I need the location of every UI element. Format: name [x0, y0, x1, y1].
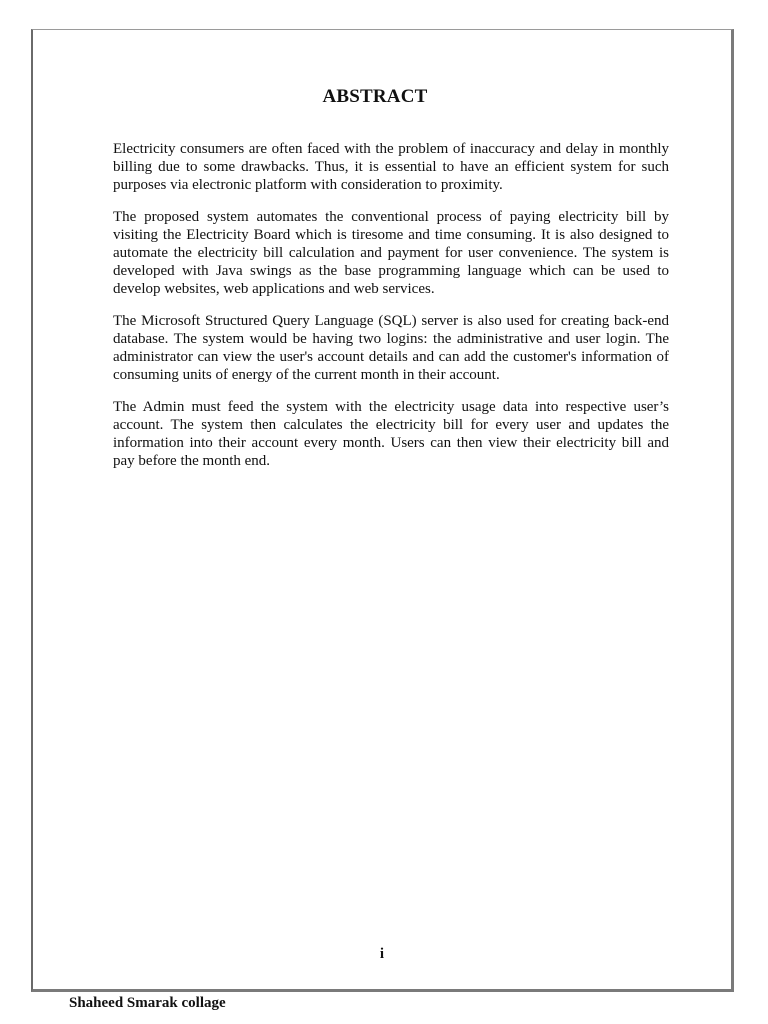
paragraph-2: The proposed system automates the conventional process of paying electricity bill by visiting the Electricity Board which is tiresome and time consuming. It is also designed to automate the electricity bill calculation and payment for user convenience. The system is developed with Java swings as the base programming language which can be used to develop websites, web applications and web services.	[113, 209, 669, 297]
paragraph-4: The Admin must feed the system with the electricity usage data into respective user’s account. The system then calculates the electricity bill for every user and updates the information into their account every month. Users can then view their electricity bill and pay before the month end.	[113, 399, 669, 469]
paragraph-1: Electricity consumers are often faced with the problem of inaccuracy and delay in monthly billing due to some drawbacks. Thus, it is essential to have an efficient system for such purposes via electronic platform with consideration to proximity.	[113, 141, 669, 193]
paragraph-3: The Microsoft Structured Query Language (SQL) server is also used for creating back-end database. The system would be having two logins: the administrative and user login. The administrator can view the user's account details and can add the customer's information of consuming units of energy of the current month in their account.	[113, 313, 669, 383]
footer-text: Shaheed Smarak collage	[69, 995, 226, 1011]
page-title: ABSTRACT	[322, 86, 428, 107]
abstract-body	[113, 140, 669, 484]
page-number: i	[379, 946, 385, 962]
